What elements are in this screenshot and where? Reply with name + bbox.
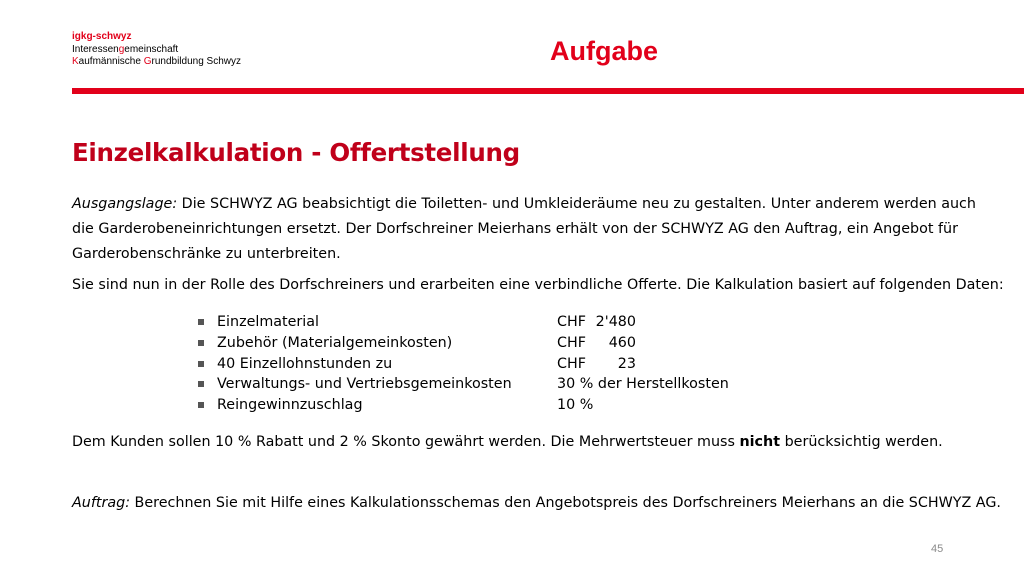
- org-line-2: Interessengemeinschaft: [72, 43, 179, 55]
- square-bullet-icon: [198, 361, 204, 367]
- item-value: 10 %: [557, 397, 594, 414]
- square-bullet-icon: [198, 381, 204, 387]
- item-label: Zubehör (Materialgemeinkosten): [217, 334, 453, 351]
- item-currency: CHF: [557, 334, 586, 351]
- item-label: Reingewinnzuschlag: [217, 397, 363, 414]
- item-label: Einzelmaterial: [217, 314, 320, 330]
- org-short-name: igkg-schwyz: [72, 31, 132, 42]
- ausgangslage-text: Die SCHWYZ AG beabsichtigt die Toiletten- und Umkleideräume neu zu gestalten. Unter anderem werden auch die Garderobeneinrichtungen ersetzt. Der Dorfschreiner Meierhans erhält von der SCHWYZ AG den Auftrag, ein Angebot für Garderobenschränke zu unterbreiten.: [72, 196, 976, 262]
- item-amount: 2'480: [595, 314, 636, 330]
- item-label: Verwaltungs- und Vertriebsgemeinkosten: [217, 376, 512, 393]
- item-currency: CHF: [557, 314, 586, 330]
- header-title: Aufgabe: [550, 36, 658, 66]
- emphasis-nicht: nicht: [739, 434, 781, 450]
- square-bullet-icon: [198, 402, 204, 408]
- slide-title: Einzelkalkulation - Offertstellung: [72, 138, 520, 167]
- square-bullet-icon: [198, 340, 204, 346]
- item-amount: 460: [608, 334, 636, 351]
- auftrag-label: Auftrag:: [72, 495, 131, 511]
- organization-logo: [72, 31, 241, 69]
- paragraph-role: Sie sind nun in der Rolle des Dorfschreiners und erarbeiten eine verbindliche Offerte. Die Kalkulation basiert auf folgenden Daten:: [72, 277, 1004, 293]
- paragraph-auftrag: [72, 492, 1001, 514]
- item-currency: CHF: [557, 355, 586, 372]
- item-value: 30 % der Herstellkosten: [557, 376, 729, 393]
- item-amount: 23: [617, 355, 636, 372]
- ausgangslage-label: Ausgangslage:: [72, 196, 178, 212]
- paragraph-discount: Dem Kunden sollen 10 % Rabatt und 2 % Skonto gewährt werden. Die Mehrwertsteuer muss nicht berücksichtig werden.: [72, 434, 943, 450]
- page-number: 45: [931, 543, 944, 555]
- item-label: 40 Einzellohnstunden zu: [217, 355, 393, 372]
- header-divider: [72, 88, 1024, 94]
- auftrag-text: Berechnen Sie mit Hilfe eines Kalkulationsschemas den Angebotspreis des Dorfschreiners Meierhans an die SCHWYZ AG.: [130, 495, 1001, 511]
- square-bullet-icon: [198, 319, 204, 325]
- org-line-3: Kaufmännische Grundbildung Schwyz: [72, 56, 241, 67]
- paragraph-ausgangslage: [72, 192, 982, 267]
